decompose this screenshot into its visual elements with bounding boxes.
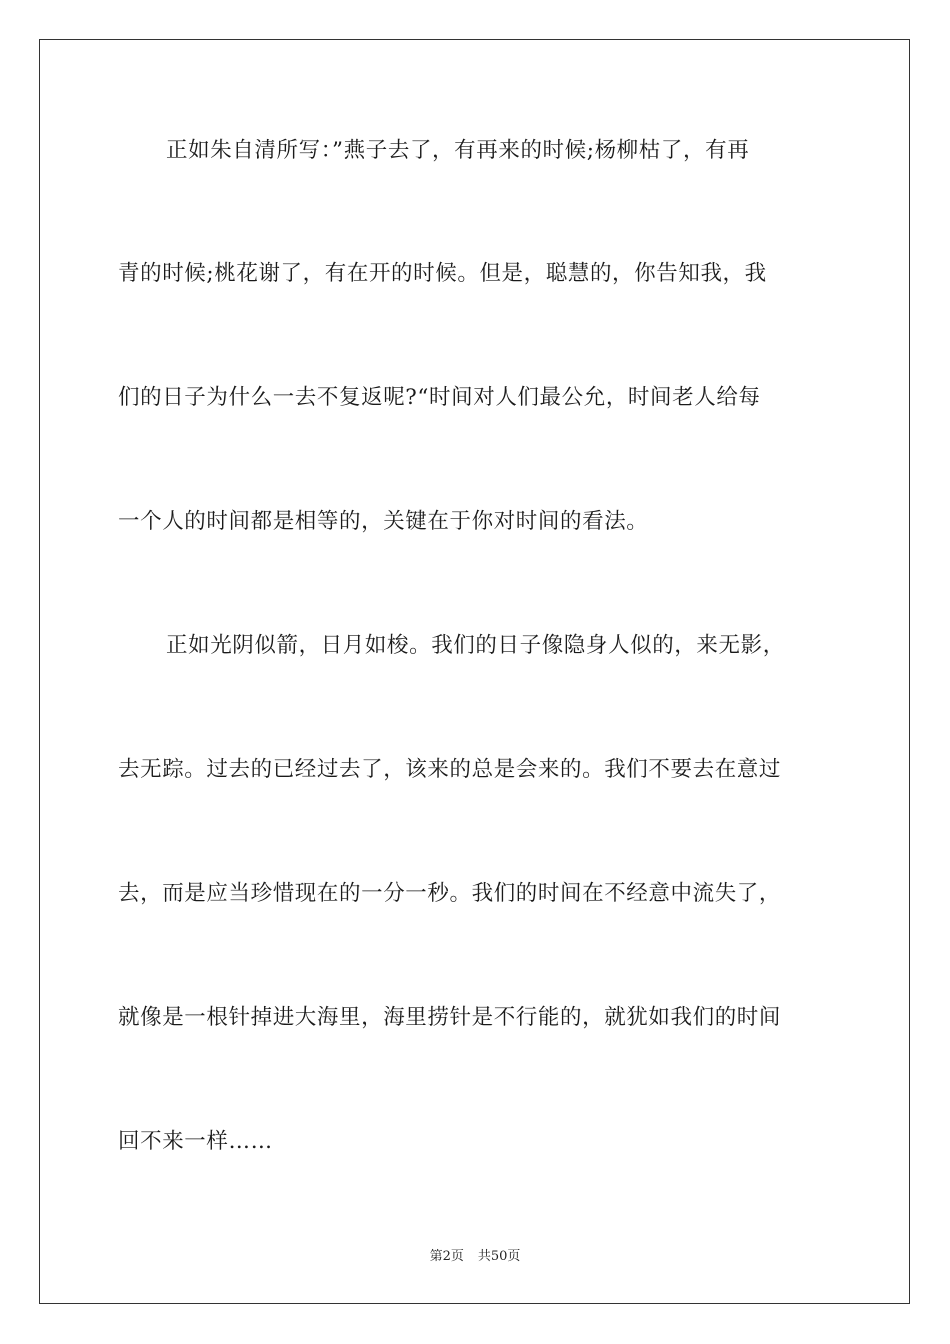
text-line: 正如朱自清所写：”燕子去了，有再来的时候;杨柳枯了，有再 [166,138,750,163]
page-number: 第2页 [429,1249,464,1264]
text-line: 青的时候;桃花谢了，有在开的时候。但是，聪慧的，你告知我，我 [118,261,767,286]
page-footer [0,1248,950,1266]
text-line: 一个人的时间都是相等的，关键在于你对时间的看法。 [118,509,649,534]
text-line: 就像是一根针掉进大海里，海里捞针是不行能的，就犹如我们的时间 [118,1005,782,1030]
text-line: 回不来一样…… [118,1129,273,1154]
text-line: 去，而是应当珍惜现在的一分一秒。我们的时间在不经意中流失了， [118,881,782,906]
text-line: 们的日子为什么一去不复返呢?“时间对人们最公允，时间老人给每 [118,385,761,410]
page-total: 共50页 [477,1249,521,1264]
page-border [39,39,910,1304]
text-line: 正如光阴似箭，日月如梭。我们的日子像隐身人似的，来无影， [166,633,785,658]
text-line: 去无踪。过去的已经过去了，该来的总是会来的。我们不要去在意过 [118,757,782,782]
